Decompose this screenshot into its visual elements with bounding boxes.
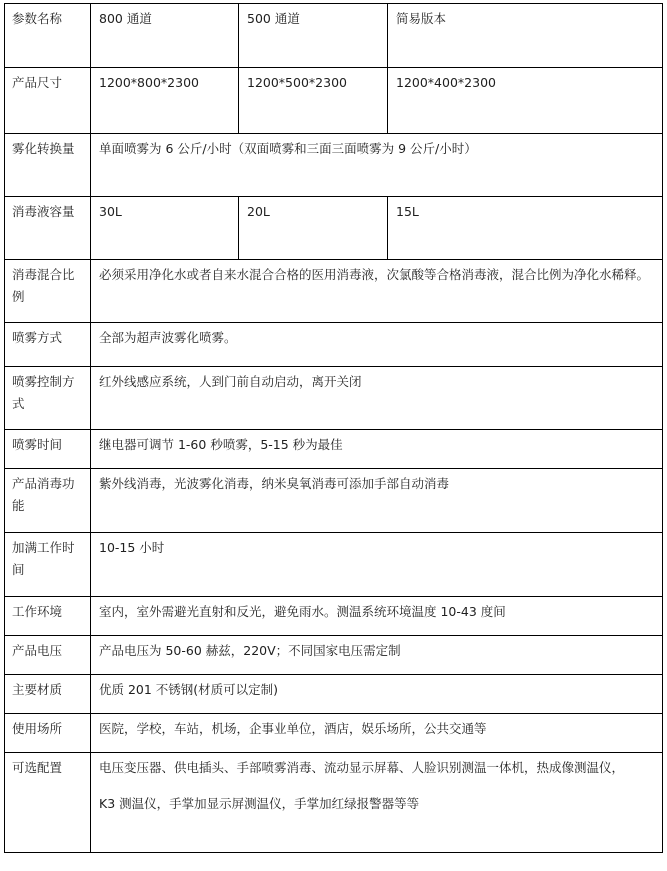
disinfection-value: 紫外线消毒，光波雾化消毒，纳米臭氧消毒可添加手部自动消毒 (91, 469, 663, 533)
work-time-value: 10-15 小时 (91, 533, 663, 597)
row-label: 消毒混合比例 (5, 260, 91, 323)
header-col-simple: 简易版本 (388, 4, 663, 68)
capacity-simple: 15L (388, 197, 663, 260)
row-label: 工作环境 (5, 597, 91, 636)
table-row-size (5, 68, 663, 134)
table-row-capacity (5, 197, 663, 260)
size-simple: 1200*400*2300 (388, 68, 663, 134)
row-label: 加满工作时间 (5, 533, 91, 597)
spray-time-value: 继电器可调节 1-60 秒喷雾，5-15 秒为最佳 (91, 430, 663, 469)
row-label: 产品消毒功能 (5, 469, 91, 533)
table-row-spray-mode (5, 323, 663, 367)
row-label: 喷雾方式 (5, 323, 91, 367)
row-label: 消毒液容量 (5, 197, 91, 260)
table-row-material (5, 675, 663, 714)
size-500: 1200*500*2300 (239, 68, 388, 134)
environment-value: 室内，室外需避光直射和反光，避免雨水。测温系统环境温度 10-43 度间 (91, 597, 663, 636)
table-row-mix-ratio (5, 260, 663, 323)
table-row-places (5, 714, 663, 753)
voltage-value: 产品电压为 50-60 赫兹，220V；不同国家电压需定制 (91, 636, 663, 675)
table-row-options (5, 753, 663, 853)
material-value: 优质 201 不锈钢(材质可以定制) (91, 675, 663, 714)
options-value-line1: 电压变压器、供电插头、手部喷雾消毒、流动显示屏幕、人脸识别测温一体机，热成像测温仪， (99, 760, 625, 775)
header-label-cell: 参数名称 (5, 4, 91, 68)
table-row-disinfection (5, 469, 663, 533)
spray-control-value: 红外线感应系统，人到门前自动启动，离开关闭 (91, 367, 663, 430)
table-row-work-time (5, 533, 663, 597)
header-col-500: 500 通道 (239, 4, 388, 68)
capacity-800: 30L (91, 197, 239, 260)
row-label: 雾化转换量 (5, 134, 91, 197)
places-value: 医院，学校，车站，机场，企事业单位，酒店，娱乐场所，公共交通等 (91, 714, 663, 753)
capacity-500: 20L (239, 197, 388, 260)
table-row-header (5, 4, 663, 68)
table-row-spray-control (5, 367, 663, 430)
atomization-value: 单面喷雾为 6 公斤/小时（双面喷雾和三面三面喷雾为 9 公斤/小时） (91, 134, 663, 197)
size-800: 1200*800*2300 (91, 68, 239, 134)
row-label: 产品尺寸 (5, 68, 91, 134)
mix-ratio-value: 必须采用净化水或者自来水混合合格的医用消毒液，次氯酸等合格消毒液，混合比例为净化水稀释。 (91, 260, 663, 323)
spec-table (4, 3, 663, 853)
row-label: 产品电压 (5, 636, 91, 675)
options-value-cell (91, 753, 663, 853)
spray-mode-value: 全部为超声波雾化喷雾。 (91, 323, 663, 367)
header-col-800: 800 通道 (91, 4, 239, 68)
row-label: 喷雾控制方式 (5, 367, 91, 430)
row-label: 喷雾时间 (5, 430, 91, 469)
table-row-environment (5, 597, 663, 636)
table-row-atomization (5, 134, 663, 197)
row-label: 使用场所 (5, 714, 91, 753)
row-label: 主要材质 (5, 675, 91, 714)
row-label: 可选配置 (5, 753, 91, 853)
options-value-line2: K3 测温仪，手掌加显示屏测温仪，手掌加红绿报警器等等 (99, 796, 420, 811)
table-row-voltage (5, 636, 663, 675)
table-row-spray-time (5, 430, 663, 469)
